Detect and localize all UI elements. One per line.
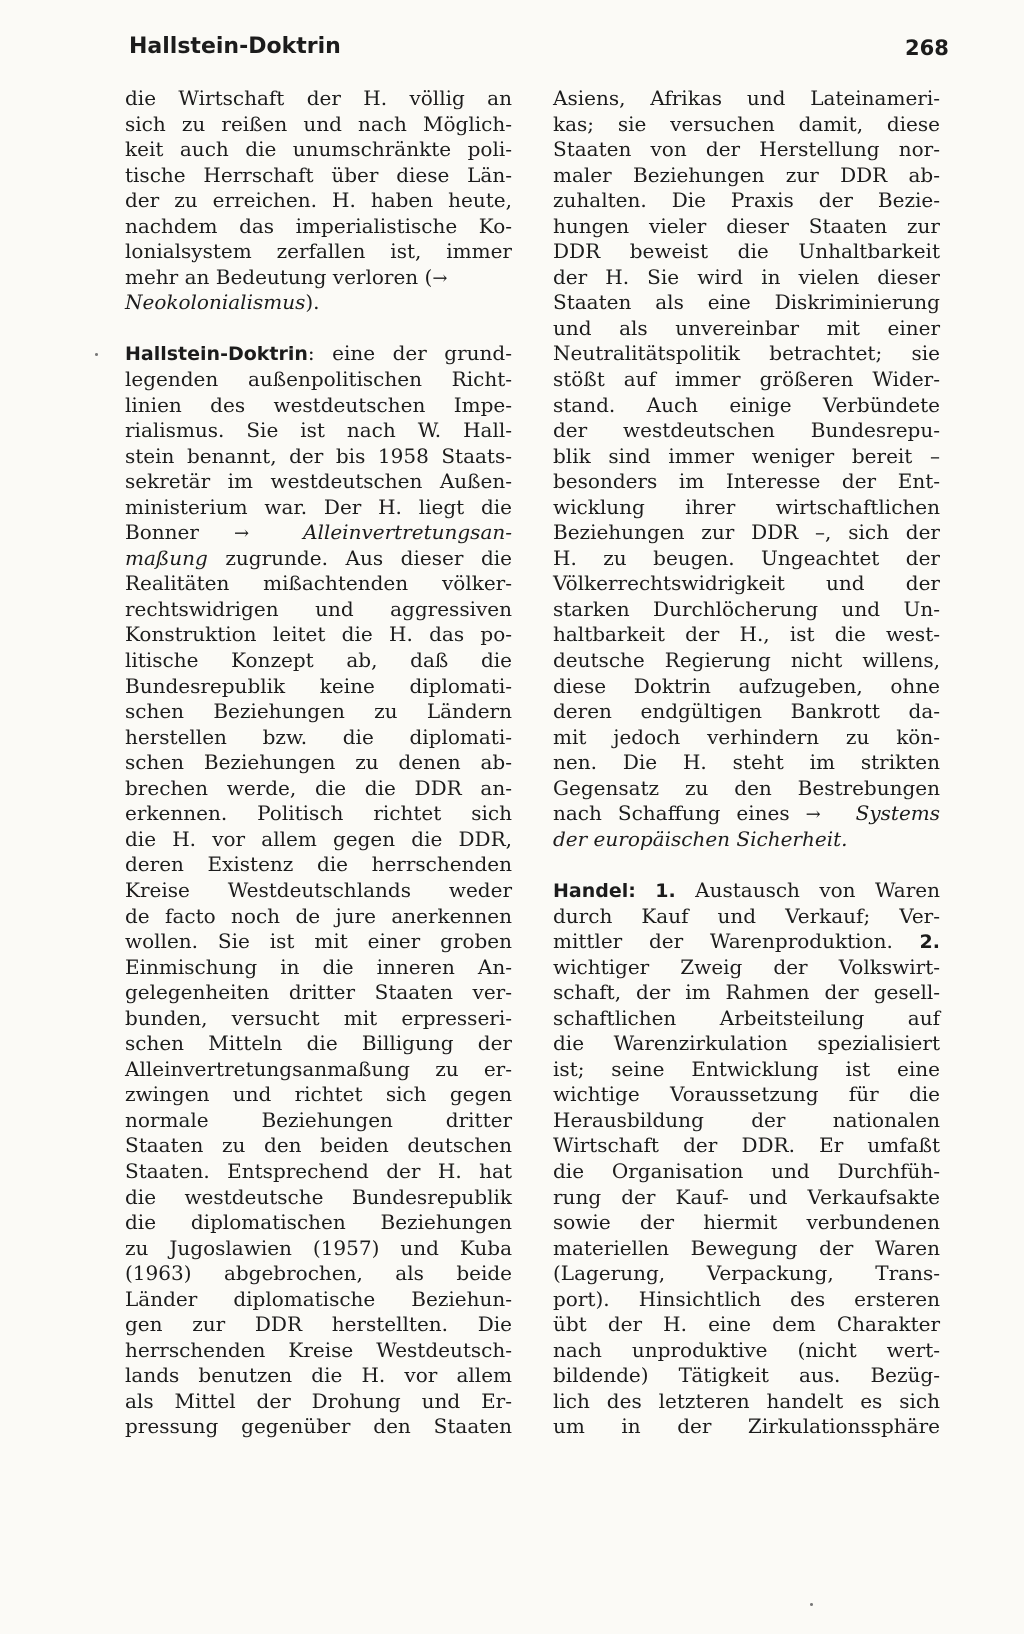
text-line: bunden, versucht mit erpresseri- <box>125 1005 512 1030</box>
cross-reference-link[interactable]: Alleinvertretungsan- <box>303 520 512 545</box>
text-line: als Mittel der Drohung und Er- <box>125 1388 512 1413</box>
text-line: die westdeutsche Bundesrepublik <box>125 1184 512 1209</box>
entry-first-line: Handel: 1. Austausch von Waren <box>553 877 940 902</box>
text-line: bildende) Tätigkeit aus. Bezüg- <box>553 1363 940 1388</box>
text-line: Einmischung in die inneren An- <box>125 954 512 979</box>
text-line: stein benannt, der bis 1958 Staats- <box>125 443 512 468</box>
text-line: maler Beziehungen zur DDR ab- <box>553 162 940 187</box>
text-line: besonders im Interesse der Ent- <box>553 469 940 494</box>
text-line: durch Kauf und Verkauf; Ver- <box>553 903 940 928</box>
text-line: die H. vor allem gegen die DDR, <box>125 826 512 851</box>
text-line: schen Beziehungen zu denen ab- <box>125 750 512 775</box>
text-line: tische Herrschaft über diese Län- <box>125 162 512 187</box>
text-line: herrschenden Kreise Westdeutsch- <box>125 1337 512 1362</box>
text-line: de facto noch de jure anerkennen <box>125 903 512 928</box>
text-line: Wirtschaft der DDR. Er umfaßt <box>553 1133 940 1158</box>
cross-reference-link[interactable]: Neokolonialismus <box>125 290 306 315</box>
text-line: wichtige Voraussetzung für die <box>553 1082 940 1107</box>
text-line: Länder diplomatische Beziehun- <box>125 1286 512 1311</box>
text-line: mittler der Warenproduktion. 2. <box>553 929 940 954</box>
text-line: zuhalten. Die Praxis der Bezie- <box>553 188 940 213</box>
entry-continuation <box>553 86 940 801</box>
text-line: litische Konzept ab, daß die <box>125 648 512 673</box>
text-line: hungen vieler dieser Staaten zur <box>553 213 940 238</box>
text-line: lands benutzen die H. vor allem <box>125 1363 512 1388</box>
print-speck <box>810 1603 813 1606</box>
text-line: und als unvereinbar mit einer <box>553 315 940 340</box>
paragraph-gap <box>553 852 940 878</box>
arrow-right-icon <box>234 521 268 547</box>
text-line: die Wirtschaft der H. völlig an <box>125 86 512 110</box>
text-line: Völkerrechtswidrigkeit und der <box>553 571 940 596</box>
text-line: zwingen und richtet sich gegen <box>125 1082 512 1107</box>
entry-first-line: Hallstein-Doktrin: eine der grund- <box>125 341 512 366</box>
arrow-right-icon <box>432 266 466 292</box>
cross-reference-link[interactable]: maßung <box>125 545 208 570</box>
text-line: wollen. Sie ist mit einer groben <box>125 929 512 954</box>
sense-number: 1. <box>655 879 676 902</box>
text-line: schen Mitteln die Billigung der <box>125 1031 512 1056</box>
paragraph-gap <box>125 316 512 342</box>
text-line: nach unproduktive (nicht wert- <box>553 1337 940 1362</box>
text-line: Herausbildung der nationalen <box>553 1107 940 1132</box>
text-line: Konstruktion leitet die H. das po- <box>125 622 512 647</box>
text-line: mit jedoch verhindern zu kön- <box>553 724 940 749</box>
text-line: schen Beziehungen zu Ländern <box>125 699 512 724</box>
text-line: Neutralitätspolitik betrachtet; sie <box>553 341 940 366</box>
cross-reference-link[interactable]: der europäischen Sicherheit. <box>553 826 848 851</box>
text-line: starken Durchlöcherung und Un- <box>553 596 940 621</box>
text-line: Beziehungen zur DDR –, sich der <box>553 520 940 545</box>
intro-paragraph <box>125 86 512 265</box>
text-line: ministerium war. Der H. liegt die <box>125 494 512 519</box>
text-line: linien des westdeutschen Impe- <box>125 392 512 417</box>
text-line: wichtiger Zweig der Volkswirt- <box>553 954 940 979</box>
text-line: lich des letzteren handelt es sich <box>553 1388 940 1413</box>
text-line: nachdem das imperialistische Ko- <box>125 213 512 238</box>
text-line: Staaten. Entsprechend der H. hat <box>125 1158 512 1183</box>
text-line: stand. Auch einige Verbündete <box>553 392 940 417</box>
text-line: übt der H. eine dem Charakter <box>553 1312 940 1337</box>
left-column <box>125 86 512 1440</box>
text-line: rung der Kauf- und Verkaufsakte <box>553 1184 940 1209</box>
page-number: 268 <box>905 36 949 60</box>
entry-body <box>125 367 512 520</box>
text-line: diese Doktrin aufzugeben, ohne <box>553 673 940 698</box>
text-line: schaft, der im Rahmen der gesell- <box>553 980 940 1005</box>
text-line: deren Existenz die herrschenden <box>125 852 512 877</box>
text-line: Staaten von der Herstellung nor- <box>553 137 940 162</box>
text-line: deren endgültigen Bankrott da- <box>553 699 940 724</box>
running-header-title: Hallstein-Doktrin <box>129 34 341 59</box>
text-line: die Organisation und Durchfüh- <box>553 1158 940 1183</box>
text-line: rialismus. Sie ist nach W. Hall- <box>125 418 512 443</box>
text-line: der H. Sie wird in vielen dieser <box>553 264 940 289</box>
text-line: Alleinvertretungsanmaßung zu er- <box>125 1056 512 1081</box>
entry-body <box>553 955 940 1440</box>
text-line: sekretär im westdeutschen Außen- <box>125 469 512 494</box>
text-line: stößt auf immer größeren Wider- <box>553 367 940 392</box>
text-line: lonialsystem zerfallen ist, immer <box>125 239 512 264</box>
text-line: wicklung ihrer wirtschaftlichen <box>553 494 940 519</box>
arrow-right-icon <box>806 802 840 828</box>
text-line: gen zur DDR herstellten. Die <box>125 1312 512 1337</box>
text-line: Bonner → Alleinvertretungsan- <box>125 520 512 546</box>
text-line: legenden außenpolitischen Richt- <box>125 367 512 392</box>
text-line: ist; seine Entwicklung ist eine <box>553 1056 940 1081</box>
text-line: keit auch die unumschränkte poli- <box>125 137 512 162</box>
text-line: erkennen. Politisch richtet sich <box>125 801 512 826</box>
print-speck <box>95 353 98 356</box>
text-line: H. zu beugen. Ungeachtet der <box>553 545 940 570</box>
text-line: nach Schaffung eines → Systems <box>553 801 940 827</box>
text-line: die diplomatischen Beziehungen <box>125 1210 512 1235</box>
text-line: rechtswidrigen und aggressiven <box>125 596 512 621</box>
entry-body <box>125 571 512 1440</box>
text-line: Neokolonialismus). <box>125 290 320 315</box>
text-line: der westdeutschen Bundesrepu- <box>553 418 940 443</box>
text-line: kas; sie versuchen damit, diese <box>553 111 940 136</box>
cross-reference-link[interactable]: Systems <box>855 801 941 826</box>
text-line: DDR beweist die Unhaltbarkeit <box>553 239 940 264</box>
text-line: maßung zugrunde. Aus dieser die <box>125 545 512 570</box>
text-line: port). Hinsichtlich des ersteren <box>553 1286 940 1311</box>
text-line: normale Beziehungen dritter <box>125 1107 512 1132</box>
text-line: herstellen bzw. die diplomati- <box>125 724 512 749</box>
entry-headword: Handel <box>553 879 629 902</box>
text-line: Kreise Westdeutschlands weder <box>125 877 512 902</box>
text-line: Asiens, Afrikas und Lateinameri- <box>553 86 940 110</box>
text-line: mehr an Bedeutung verloren (→ <box>125 265 512 291</box>
text-line: schaftlichen Arbeitsteilung auf <box>553 1005 940 1030</box>
text-line: pressung gegenüber den Staaten <box>125 1414 512 1439</box>
text-line: Gegensatz zu den Bestrebungen <box>553 775 940 800</box>
text-line <box>553 827 940 853</box>
text-line: blik sind immer weniger bereit – <box>553 443 940 468</box>
text-line: (Lagerung, Verpackung, Trans- <box>553 1261 940 1286</box>
text-line: brechen werde, die die DDR an- <box>125 775 512 800</box>
text-line: um in der Zirkulationssphäre <box>553 1414 940 1439</box>
text-line: materiellen Bewegung der Waren <box>553 1235 940 1260</box>
text-line: deutsche Regierung nicht willens, <box>553 648 940 673</box>
text-line: Staaten als eine Diskriminierung <box>553 290 940 315</box>
text-line: Staaten zu den beiden deutschen <box>125 1133 512 1158</box>
text-line: sich zu reißen und nach Möglich- <box>125 111 512 136</box>
text-line: haltbarkeit der H., ist die west- <box>553 622 940 647</box>
text-line: zu Jugoslawien (1957) und Kuba <box>125 1235 512 1260</box>
text-line: Bundesrepublik keine diplomati- <box>125 673 512 698</box>
text-line: Realitäten mißachtenden völker- <box>125 571 512 596</box>
text-line: der zu erreichen. H. haben heute, <box>125 188 512 213</box>
text-line: die Warenzirkulation spezialisiert <box>553 1031 940 1056</box>
sense-number: 2. <box>919 931 940 954</box>
text-line: nen. Die H. steht im strikten <box>553 750 940 775</box>
entry-headword: Hallstein-Doktrin <box>125 343 308 366</box>
text-line: gelegenheiten dritter Staaten ver- <box>125 980 512 1005</box>
text-line: sowie der hiermit verbundenen <box>553 1210 940 1235</box>
right-column <box>553 86 940 1440</box>
text-line: (1963) abgebrochen, als beide <box>125 1261 512 1286</box>
